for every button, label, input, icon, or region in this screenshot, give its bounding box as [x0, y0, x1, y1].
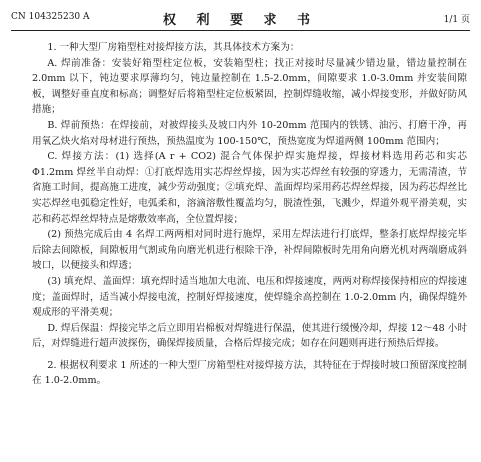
step-c-3-fill-cap: (3) 填充焊、盖面焊：填充焊时适当地加大电流、电压和焊接速度，两两对称焊接保持相应的焊接速度；盖面焊时，适当减小焊接电流，控制好焊接速度，使焊缝余高控制在 1.0-2.0mm 内，确保焊缝外观成形的平滑美观；	[32, 275, 467, 319]
claims-body	[32, 40, 467, 389]
step-b-preheat: B. 焊前预热：在焊接前，对被焊接头及坡口内外 10-20mm 范围内的铁锈、油污、打磨干净，再用氧乙炔火焰对母材进行预热，预热温度为 100-150℃，预热宽度为焊道两侧 100mm 范围内；	[32, 119, 467, 147]
claim-2: 2. 根据权利要求 1 所述的一种大型厂房箱型柱对接焊接方法，其特征在于焊接时坡口预留深度控制在 1.0-2.0mm。	[32, 359, 467, 387]
step-c-welding-method: C. 焊接方法：(1) 选择(A r + CO2) 混合气体保护焊实施焊接，焊接材料选用药芯和实芯 Φ1.2mm 焊丝半自动焊：①打底焊选用实芯焊丝焊接，因为实芯焊丝有较强的穿透力，无需清渣，节省施工时间，提高施工进度，减少劳动强度；②填充焊、盖面焊均采用药芯焊丝焊接，因为药芯焊丝比实芯焊丝电弧稳定性好，电弧柔和，溶滴溶敷性覆盖均匀，脱渣性强，飞溅少，焊道外观平滑美观，实芯和药芯焊丝焊特点是熔敷效率高，全位置焊接；	[32, 151, 467, 225]
step-d-post-heat: D. 焊后保温：焊接完毕之后立即用岩棉板对焊缝进行保温，使其进行缓慢冷却，焊接 12～48 小时后，对焊缝进行超声波探伤，确保焊接质量，合格后焊接完成；如存在问题则再进行预热后焊接。	[32, 322, 467, 350]
step-a-preparation: A. 焊前准备：安装好箱型柱定位板，安装箱型柱；找正对接时尽量减少错边量，错边量控制在 2.0mm 以下，钝边要求厚薄均匀，钝边量控制在 1.5-2.0mm，间隙要求 1.0-3.0mm 并安装间隙板，调整好垂直度和标高；调整好后将箱型柱定位板紧固，控制焊缝收缩，减小焊接变形，并做好防风措施；	[32, 57, 467, 116]
page-header	[11, 6, 470, 31]
page-number: 1/1 页	[443, 15, 470, 25]
claim-1-intro: 1. 一种大型厂房箱型柱对接焊接方法，其具体技术方案为：	[47, 42, 300, 53]
document-number: CN 104325230 A	[11, 12, 90, 22]
document-title: 权 利 要 求 书	[162, 13, 319, 28]
step-c-2-root-pass: (2) 预热完成后由 4 名焊工两两相对同时进行施焊，采用左焊法进行打底焊，整条打底焊焊接完毕后除去间隙板，间隙板用气割或角向磨光机进行根除干净，补焊间隙板时先用角向磨光机对两端磨成斜坡口，以便接头和焊透；	[32, 229, 467, 272]
